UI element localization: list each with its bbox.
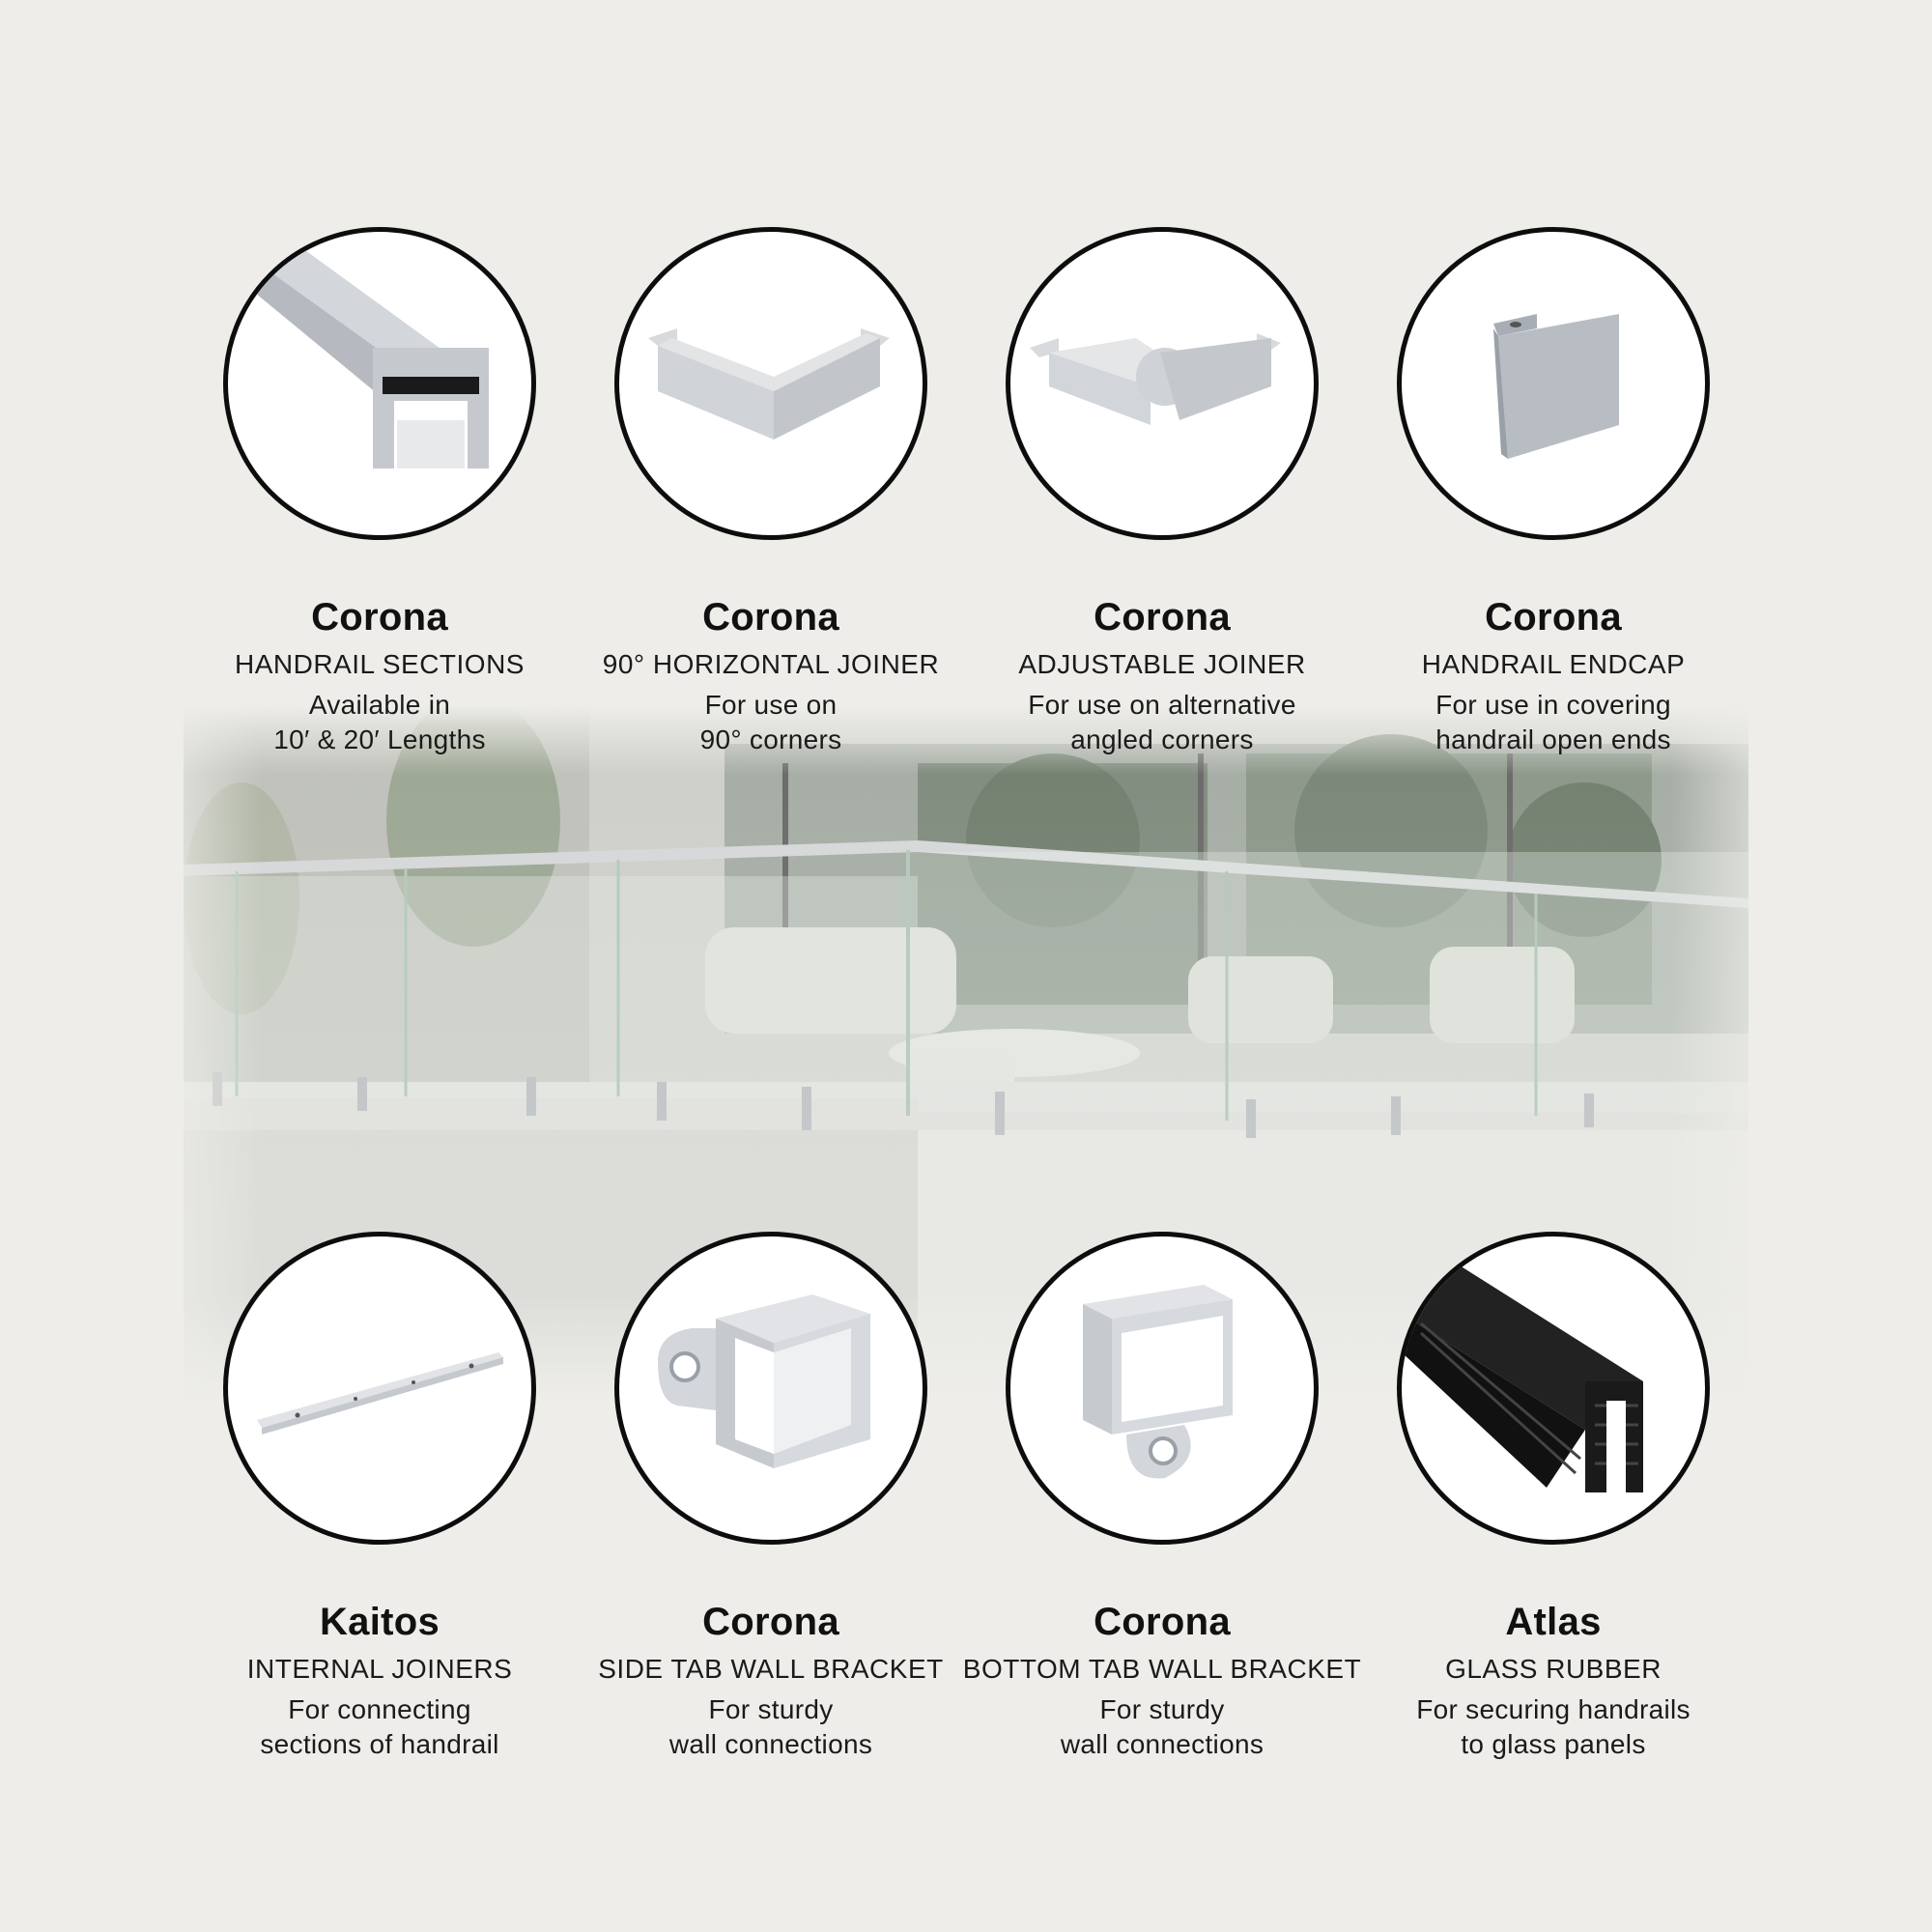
product-brand: Corona — [1094, 1601, 1231, 1643]
endcap-icon — [1402, 232, 1705, 535]
product-image-circle — [223, 227, 536, 540]
product-brand: Corona — [1485, 596, 1622, 639]
adjustable-joiner-icon — [1010, 232, 1314, 535]
product-card — [177, 227, 582, 757]
product-subtitle: 90° HORIZONTAL JOINER — [602, 649, 940, 679]
product-brand: Kaitos — [319, 1601, 440, 1643]
product-subtitle: HANDRAIL SECTIONS — [235, 649, 525, 679]
product-image-circle — [1006, 1232, 1319, 1545]
product-description: For connecting sections of handrail — [260, 1694, 499, 1759]
product-image-circle — [1006, 227, 1319, 540]
product-image-circle — [614, 227, 927, 540]
product-brand: Atlas — [1505, 1601, 1602, 1643]
product-subtitle: GLASS RUBBER — [1445, 1654, 1662, 1684]
product-subtitle: SIDE TAB WALL BRACKET — [598, 1654, 944, 1684]
product-card — [568, 227, 974, 757]
bottom-tab-bracket-icon — [1010, 1236, 1314, 1540]
product-image-circle — [614, 1232, 927, 1545]
product-description: For use on 90° corners — [699, 690, 842, 754]
side-tab-bracket-icon — [619, 1236, 923, 1540]
product-description: Available in 10′ & 20′ Lengths — [273, 690, 486, 754]
internal-joiner-icon — [228, 1236, 531, 1540]
product-card — [177, 1232, 582, 1762]
product-description: For sturdy wall connections — [668, 1694, 873, 1759]
product-subtitle: ADJUSTABLE JOINER — [1018, 649, 1306, 679]
product-description: For use on alternative angled corners — [1028, 690, 1296, 754]
product-card — [568, 1232, 974, 1762]
handrail-profile-icon — [228, 232, 531, 535]
product-brand: Corona — [702, 596, 839, 639]
product-brand: Corona — [702, 1601, 839, 1643]
product-subtitle: BOTTOM TAB WALL BRACKET — [962, 1654, 1362, 1684]
product-card — [1350, 1232, 1756, 1762]
product-brand: Corona — [1094, 596, 1231, 639]
product-subtitle: HANDRAIL ENDCAP — [1421, 649, 1686, 679]
product-brand: Corona — [311, 596, 448, 639]
product-description: For sturdy wall connections — [1060, 1694, 1264, 1759]
glass-rubber-icon — [1402, 1236, 1705, 1540]
product-image-circle — [1397, 227, 1710, 540]
product-card — [1350, 227, 1756, 757]
product-image-circle — [1397, 1232, 1710, 1545]
product-description: For use in covering handrail open ends — [1435, 690, 1671, 754]
product-description: For securing handrails to glass panels — [1416, 1694, 1690, 1759]
product-card — [959, 1232, 1365, 1762]
corner-joiner-icon — [619, 232, 923, 535]
product-subtitle: INTERNAL JOINERS — [246, 1654, 513, 1684]
product-card — [959, 227, 1365, 757]
product-image-circle — [223, 1232, 536, 1545]
